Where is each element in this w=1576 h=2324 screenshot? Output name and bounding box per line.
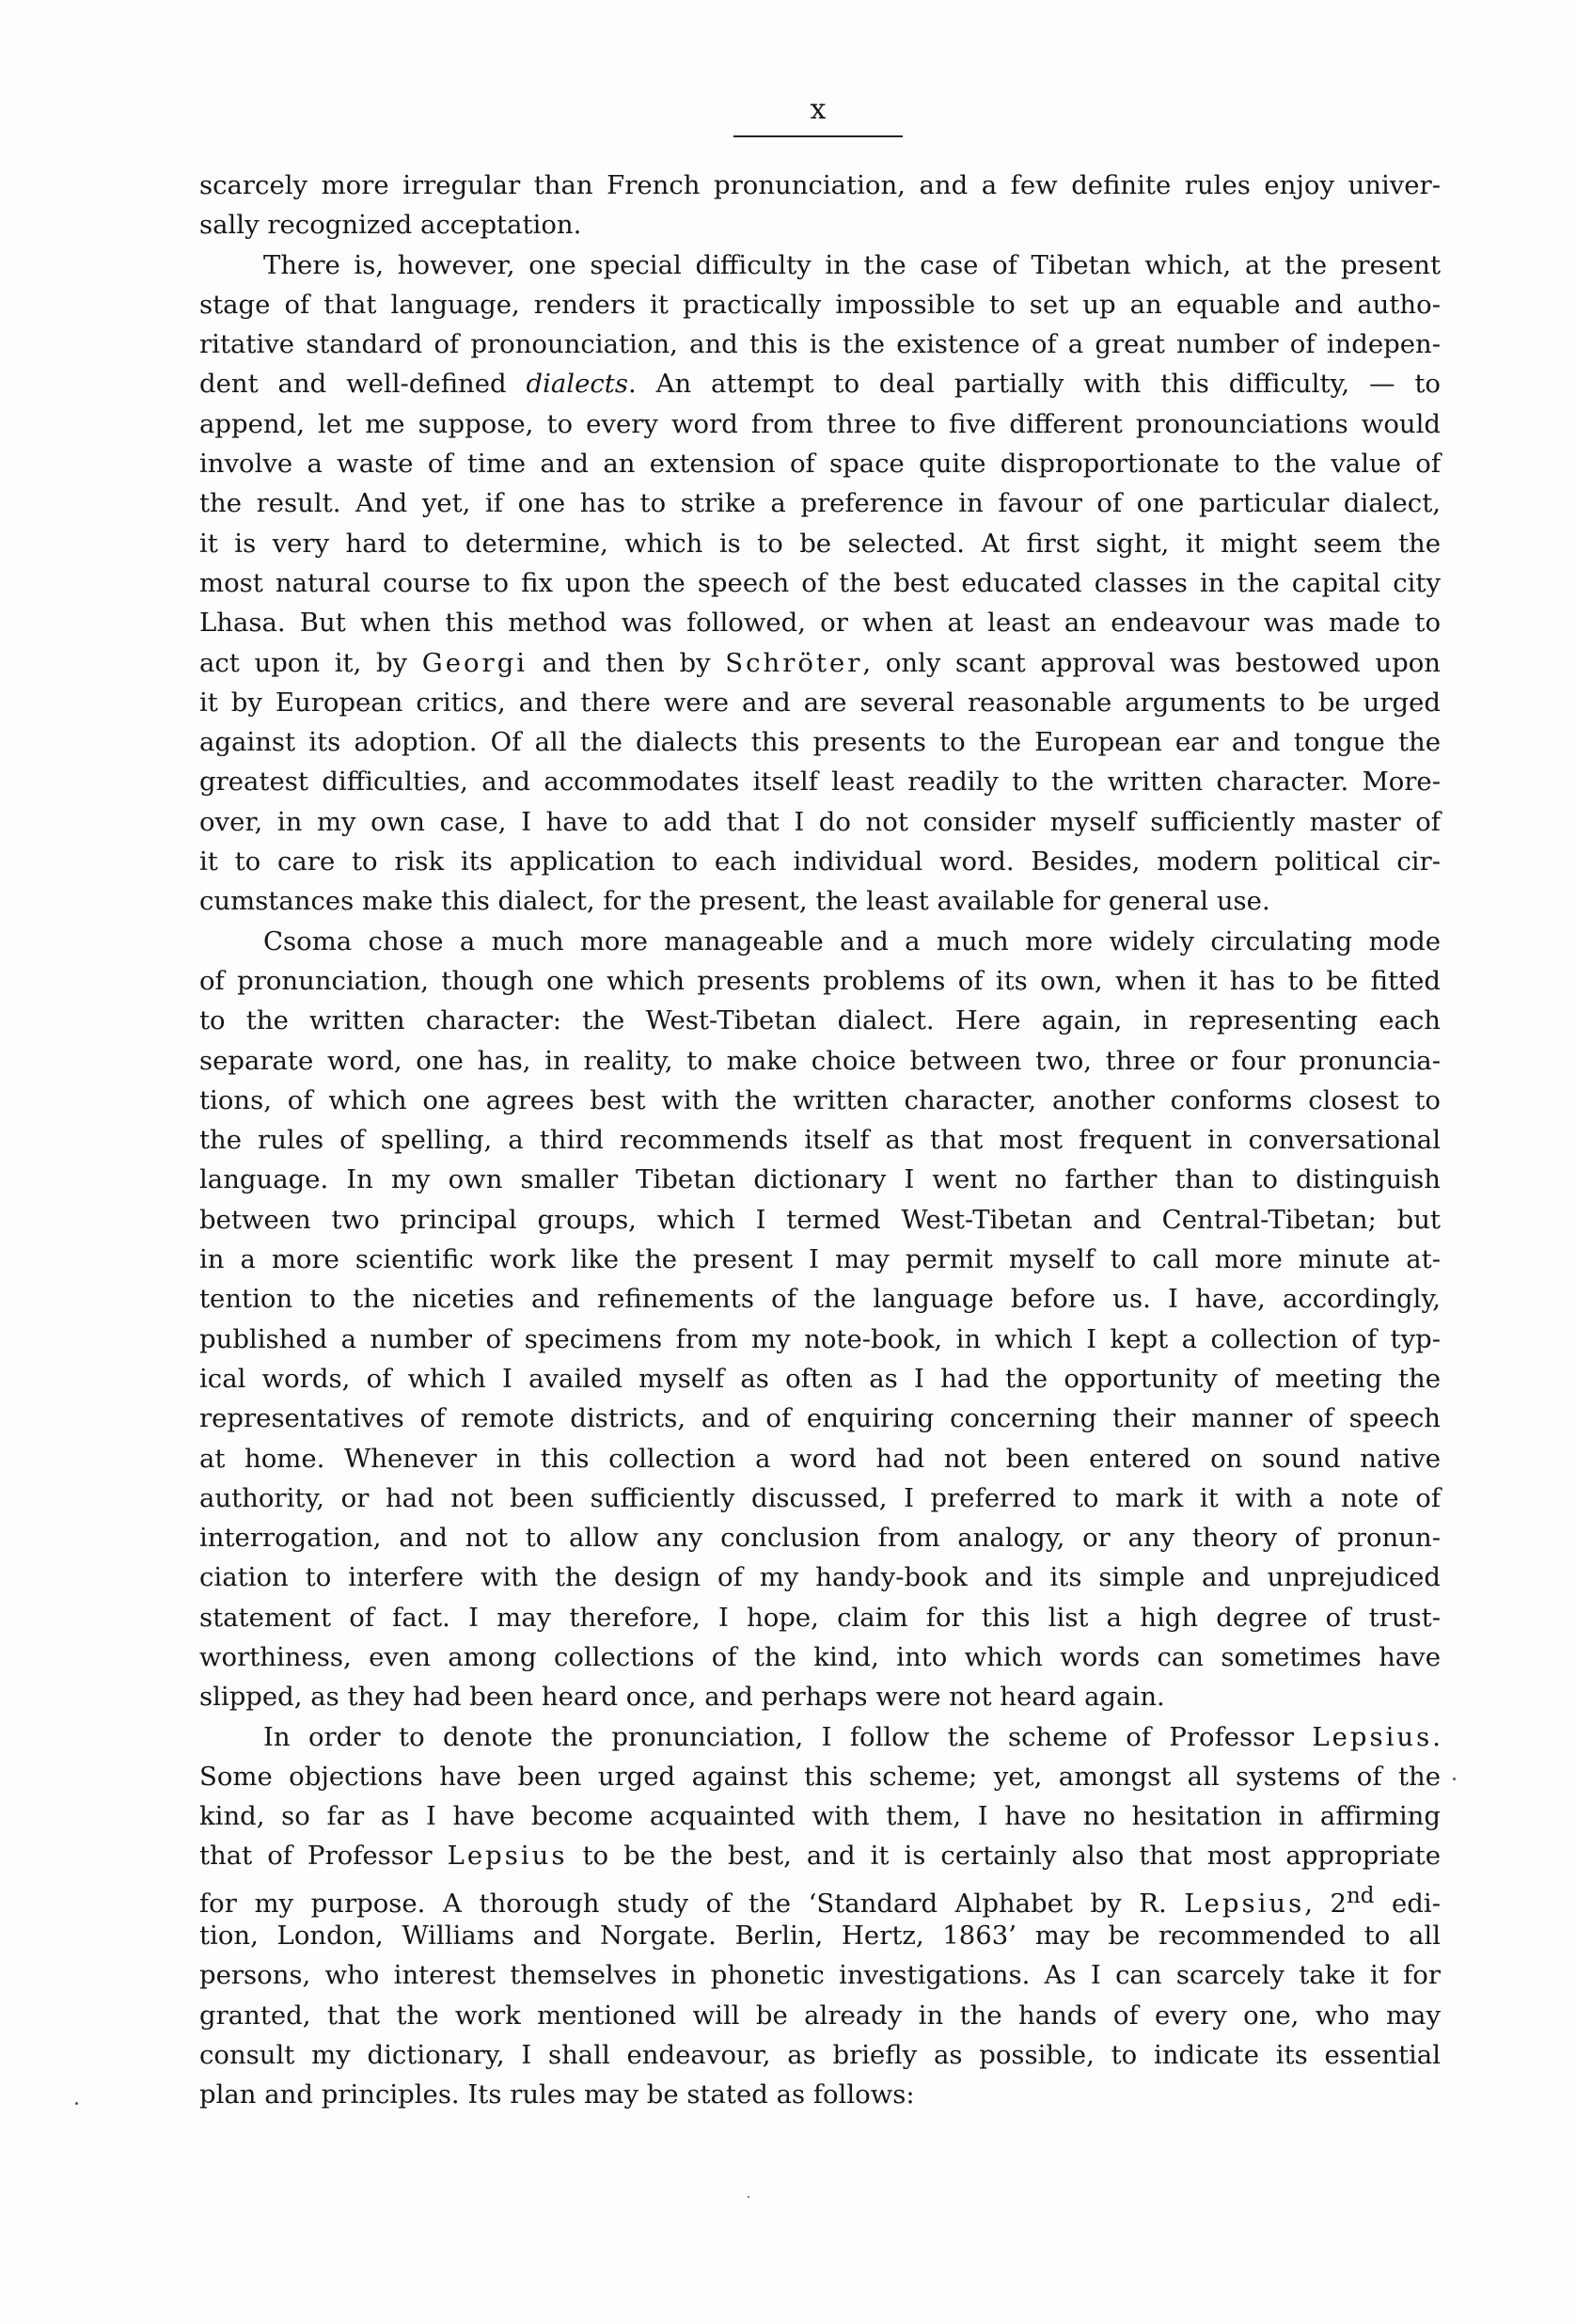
text-run: edi- <box>1374 1888 1441 1919</box>
text-line: to the written character: the West-Tibetan dialect. Here again, in representing each <box>199 1005 1441 1036</box>
text-run: that of Professor <box>199 1841 448 1872</box>
text-line: ritative standard of pronounciation, and this is the existence of a great number of indepen- <box>199 329 1441 360</box>
text-line: it to care to risk its application to each individual word. Besides, modern political cir- <box>199 846 1441 877</box>
text-line: tions, of which one agrees best with the written character, another conforms closest to <box>199 1084 1441 1115</box>
text-line: There is, however, one special difficulty in the case of Tibetan which, at the present <box>263 249 1441 280</box>
text-line: sally recognized acceptation. <box>199 210 582 241</box>
paragraph <box>199 1717 1441 2115</box>
text-line: it is very hard to determine, which is to be selected. At first sight, it might seem the <box>199 528 1441 559</box>
text-run: for my purpose. A thorough study of the ‘Standard Alphabet by R. <box>199 1888 1185 1919</box>
text-line: of pronunciation, though one which presents problems of its own, when it has to be fitted <box>199 965 1441 996</box>
text-line: tion, London, Williams and Norgate. Berlin, Hertz, 1863’ may be recommended to all <box>199 1921 1441 1952</box>
text-line: worthiness, even among collections of the kind, into which words can sometimes have <box>199 1641 1441 1672</box>
text-line: granted, that the work mentioned will be already in the hands of every one, who may <box>199 2000 1441 2031</box>
text-line: published a number of specimens from my note-book, in which I kept a collection of typ- <box>199 1323 1441 1354</box>
ordinal-suffix: nd <box>1347 1883 1375 1908</box>
text-line: language. In my own smaller Tibetan dictionary I went no farther than to distinguish <box>199 1164 1441 1195</box>
paragraph <box>199 166 1441 245</box>
paragraph <box>199 922 1441 1717</box>
text-line: append, let me suppose, to every word from three to five different pronounciations would <box>199 408 1441 439</box>
text-line: interrogation, and not to allow any conclusion from analogy, or any theory of pronun- <box>199 1523 1441 1554</box>
spaced-name: Lepsius <box>1312 1721 1433 1752</box>
text-line: separate word, one has, in reality, to make choice between two, three or four pronuncia- <box>199 1045 1441 1076</box>
scan-speck <box>748 2196 749 2198</box>
text-line: the rules of spelling, a third recommends itself as that most frequent in conversational <box>199 1125 1441 1156</box>
text-line: statement of fact. I may therefore, I hope, claim for this list a high degree of trust- <box>199 1602 1441 1633</box>
text-line: between two principal groups, which I termed West-Tibetan and Central-Tibetan; but <box>199 1204 1441 1235</box>
scan-speck <box>75 2102 78 2105</box>
text-line: involve a waste of time and an extension of space quite disproportionate to the value of <box>199 449 1441 480</box>
text-line: most natural course to fix upon the speech of the best educated classes in the capital city <box>199 567 1441 598</box>
text-line: slipped, as they had been heard once, and perhaps were not heard again. <box>199 1682 1165 1713</box>
spaced-name: Lepsius <box>447 1841 568 1872</box>
text-line: consult my dictionary, I shall endeavour, as briefly as possible, to indicate its essential <box>199 2039 1441 2070</box>
text-run: , 2 <box>1304 1888 1347 1919</box>
text-run: . <box>1432 1721 1441 1752</box>
text-line: scarcely more irregular than French pronunciation, and a few definite rules enjoy univer- <box>199 170 1441 200</box>
text-line: in a more scientific work like the present I may permit myself to call more minute at- <box>199 1244 1441 1275</box>
text-run: to be the best, and it is certainly also that most appropriate <box>567 1841 1441 1872</box>
text-line <box>199 1836 1441 1875</box>
text-line: kind, so far as I have become acquainted with them, I have no hesitation in affirming <box>199 1801 1441 1832</box>
text-line: authority, or had not been sufficiently discussed, I preferred to mark it with a note of <box>199 1482 1441 1513</box>
spaced-name: Schröter <box>725 647 863 678</box>
text-line: stage of that language, renders it practically impossible to set up an equable and autho- <box>199 289 1441 320</box>
italic-term: dialects <box>526 369 628 400</box>
page-number: x <box>810 93 827 126</box>
text-line <box>199 364 1441 403</box>
text-line: Csoma chose a much more manageable and a much more widely circulating mode <box>263 925 1441 956</box>
body-text <box>199 166 1441 2115</box>
paragraph <box>199 245 1441 922</box>
text-line: the result. And yet, if one has to strike a preference in favour of one particular dialect, <box>199 488 1441 519</box>
text-line: at home. Whenever in this collection a word had not been entered on sound native <box>199 1443 1441 1474</box>
text-line: persons, who interest themselves in phonetic investigations. As I can scarcely take it for <box>199 1960 1441 1991</box>
spaced-name: Georgi <box>421 647 528 678</box>
text-line: against its adoption. Of all the dialects this presents to the European ear and tongue the <box>199 727 1441 758</box>
text-line <box>199 1876 1441 1919</box>
text-line: Some objections have been urged against this scheme; yet, amongst all systems of the <box>199 1761 1441 1792</box>
text-run: , only scant approval was bestowed upon <box>862 647 1441 678</box>
text-line: Lhasa. But when this method was followed, or when at least an endeavour was made to <box>199 608 1441 639</box>
text-run: . An attempt to deal partially with this difficulty, — to <box>627 369 1441 400</box>
text-line: over, in my own case, I have to add that I do not consider myself sufficiently master of <box>199 806 1441 837</box>
text-line: cumstances make this dialect, for the present, the least available for general use. <box>199 886 1270 917</box>
text-line <box>199 643 1441 683</box>
scan-speck <box>1453 1778 1456 1780</box>
text-line: greatest difficulties, and accommodates itself least readily to the written character. More- <box>199 767 1441 798</box>
text-line: ical words, of which I availed myself as often as I had the opportunity of meeting the <box>199 1363 1441 1394</box>
text-run: In order to denote the pronunciation, I follow the scheme of Professor <box>263 1721 1313 1752</box>
text-line <box>199 1717 1441 1757</box>
text-line: ciation to interfere with the design of my handy-book and its simple and unprejudiced <box>199 1562 1441 1593</box>
text-line: tention to the niceties and refinements of the language before us. I have, accordingly, <box>199 1284 1441 1315</box>
text-run: act upon it, by <box>199 647 422 678</box>
text-line: it by European critics, and there were and are several reasonable arguments to be urged <box>199 687 1441 718</box>
text-line: representatives of remote districts, and of enquiring concerning their manner of speech <box>199 1403 1441 1434</box>
page-number-rule <box>733 135 903 137</box>
spaced-name: Lepsius <box>1184 1888 1305 1919</box>
text-run: dent and well-defined <box>199 369 527 400</box>
text-line: plan and principles. Its rules may be stated as follows: <box>199 2079 915 2111</box>
text-run: and then by <box>528 647 726 678</box>
